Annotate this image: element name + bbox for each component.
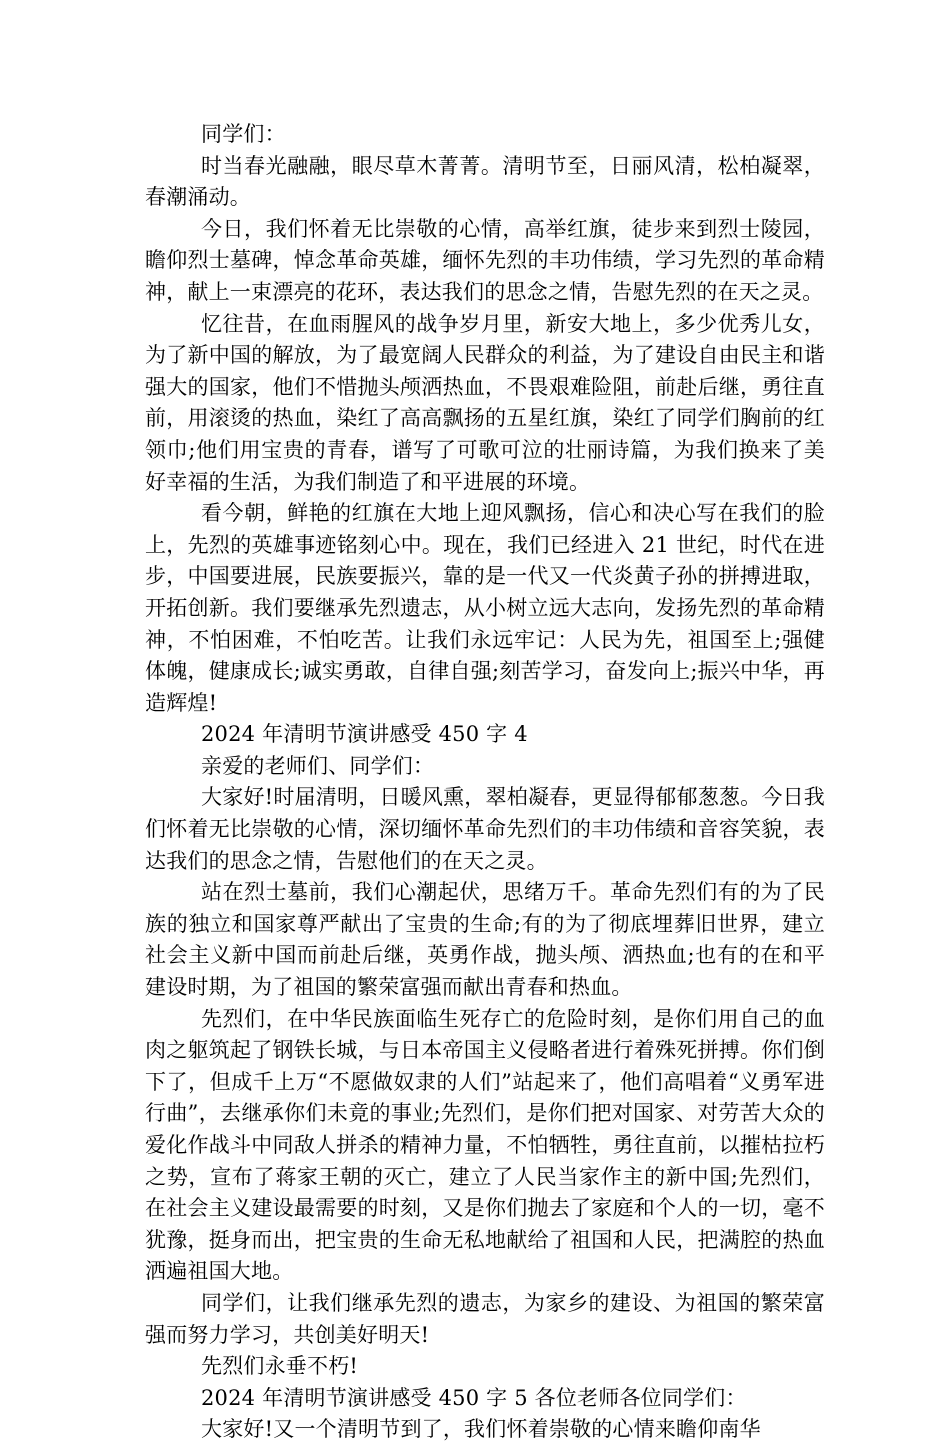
section-heading-4: 2024 年清明节演讲感受 450 字 4	[201, 722, 528, 747]
paragraph-greeting: 同学们：	[201, 122, 286, 146]
paragraph-hello: 大家好!时届清明，日暖风熏，翠柏凝春，更显得郁郁葱葱。今日我们怀着无比崇敬的心情，深切缅怀革命先烈们的丰功伟绩和音容笑貌，表达我们的思念之情，告慰他们的在天之灵。	[145, 785, 825, 873]
paragraph-martyrs: 先烈们，在中华民族面临生死存亡的危险时刻，是你们用自己的血肉之躯筑起了钢铁长城，与日本帝国主义侵略者进行着殊死拼搏。你们倒下了，但成千上万“不愿做奴隶的人们”站起来了，他们高唱着“义勇军进行曲”，去继承你们未竟的事业;先烈们，是你们把对国家、对劳苦大众的爱化作战斗中同敌人拼杀的精神力量，不怕牺牲，勇往直前，以摧枯拉朽之势，宣布了蒋家王朝的灭亡，建立了人民当家作主的新中国;先烈们，在社会主义建设最需要的时刻，又是你们抛去了家庭和个人的一切，毫不犹豫，挺身而出，把宝贵的生命无私地献给了祖国和人民，把满腔的热血洒遍祖国大地。	[145, 1006, 825, 1284]
paragraph-recall-past: 忆往昔，在血雨腥风的战争岁月里，新安大地上，多少优秀儿女，为了新中国的解放，为了最宽阔人民群众的利益，为了建设自由民主和谐强大的国家，他们不惜抛头颅洒热血，不畏艰难险阻，前赴后继，勇往直前，用滚烫的热血，染红了高高飘扬的五星红旗，染红了同学们胸前的红领巾;他们用宝贵的青春，谱写了可歌可泣的壮丽诗篇，为我们换来了美好幸福的生活，为我们制造了和平进展的环境。	[145, 311, 825, 494]
document-body	[145, 119, 825, 1446]
paragraph-immortal: 先烈们永垂不朽!	[201, 1354, 359, 1379]
paragraph-look-today: 看今朝，鲜艳的红旗在大地上迎风飘扬，信心和决心写在我们的脸上，先烈的英雄事迹铭刻心中。现在，我们已经进入 21 世纪，时代在进步，中国要进展，民族要振兴，靠的是一代又一代炎黄子孙的拼搏进取，开拓创新。我们要继承先烈遗志，从小树立远大志向，发扬先烈的革命精神，不怕困难，不怕吃苦。让我们永远牢记：人民为先，祖国至上;强健体魄，健康成长;诚实勇敢，自律自强;刻苦学习，奋发向上;振兴中华，再造辉煌!	[145, 501, 825, 715]
paragraph-hello-again: 大家好!又一个清明节到了，我们怀着崇敬的心情来瞻仰南华	[201, 1417, 761, 1442]
paragraph-salutation: 亲爱的老师们、同学们：	[201, 753, 435, 778]
section-heading-5: 2024 年清明节演讲感受 450 字 5 各位老师各位同学们：	[201, 1385, 747, 1410]
paragraph-call-to-action: 同学们，让我们继承先烈的遗志，为家乡的建设、为祖国的繁荣富强而努力学习，共创美好明天!	[145, 1290, 825, 1347]
paragraph-spring: 时当春光融融，眼尽草木菁菁。清明节至，日丽风清，松柏凝翠，春潮涌动。	[145, 153, 825, 210]
paragraph-before-tomb: 站在烈士墓前，我们心潮起伏，思绪万千。革命先烈们有的为了民族的独立和国家尊严献出了宝贵的生命;有的为了彻底埋葬旧世界，建立社会主义新中国而前赴后继，英勇作战，抛头颅、洒热血;也有的在和平建设时期，为了祖国的繁荣富强而献出青春和热血。	[145, 880, 825, 1000]
paragraph-today: 今日，我们怀着无比崇敬的心情，高举红旗，徒步来到烈士陵园，瞻仰烈士墓碑，悼念革命英雄，缅怀先烈的丰功伟绩，学习先烈的革命精神，献上一束漂亮的花环，表达我们的思念之情，告慰先烈的在天之灵。	[145, 216, 825, 304]
